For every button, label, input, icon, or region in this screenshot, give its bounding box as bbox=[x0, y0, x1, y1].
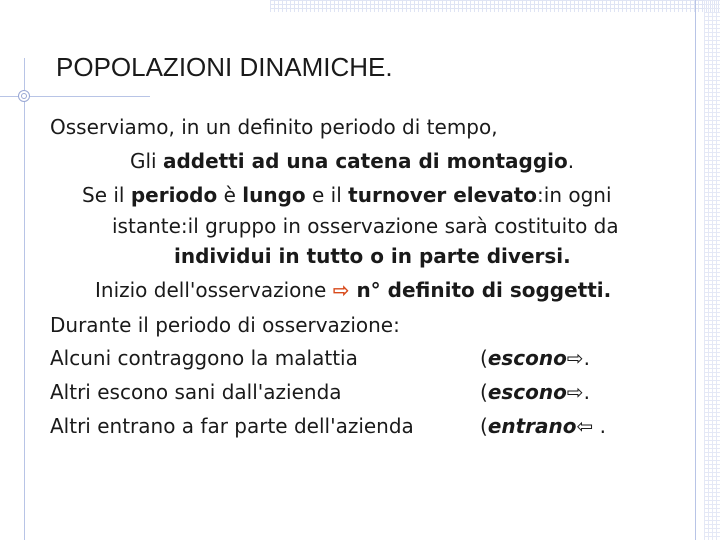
text-line-10: Altri entrano a far parte dell'azienda bbox=[50, 414, 414, 438]
background-grid-top bbox=[270, 0, 720, 12]
text-line-4: istante:il gruppo in osservazione sarà costituito da bbox=[112, 214, 619, 238]
text-line-8: Alcuni contraggono la malattia bbox=[50, 346, 358, 370]
text-line-5: individui in tutto o in parte diversi. bbox=[174, 244, 571, 268]
note-right-3: (entrano⇦ . bbox=[480, 414, 606, 438]
arrow-right-icon: ⇨ bbox=[332, 278, 350, 302]
text-line-6: Inizio dell'osservazione ⇨ n° definito di soggetti. bbox=[95, 278, 612, 302]
text-line-3: Se il periodo è lungo e il turnover elevato:in ogni bbox=[82, 183, 612, 207]
bullseye-ornament-icon bbox=[18, 90, 30, 102]
note-right-1: (escono⇨. bbox=[480, 346, 590, 370]
text-line-9: Altri escono sani dall'azienda bbox=[50, 380, 342, 404]
decorative-vertical-line-left bbox=[24, 58, 25, 540]
arrow-right-outline-icon: ⇨ bbox=[566, 346, 584, 370]
text-line-2: Gli addetti ad una catena di montaggio. bbox=[130, 149, 575, 173]
background-grid-right bbox=[704, 0, 720, 540]
text-line-7: Durante il periodo di osservazione: bbox=[50, 313, 400, 337]
slide-title: POPOLAZIONI DINAMICHE. bbox=[56, 52, 393, 82]
text-line-1: Osserviamo, in un definito periodo di tempo, bbox=[50, 115, 498, 139]
decorative-vertical-line-right bbox=[695, 0, 696, 540]
emphasis-assembly-line: addetti ad una catena di montaggio bbox=[162, 149, 568, 173]
arrow-right-outline-icon: ⇨ bbox=[566, 380, 584, 404]
note-right-2: (escono⇨. bbox=[480, 380, 590, 404]
arrow-left-outline-icon: ⇦ bbox=[576, 414, 594, 438]
